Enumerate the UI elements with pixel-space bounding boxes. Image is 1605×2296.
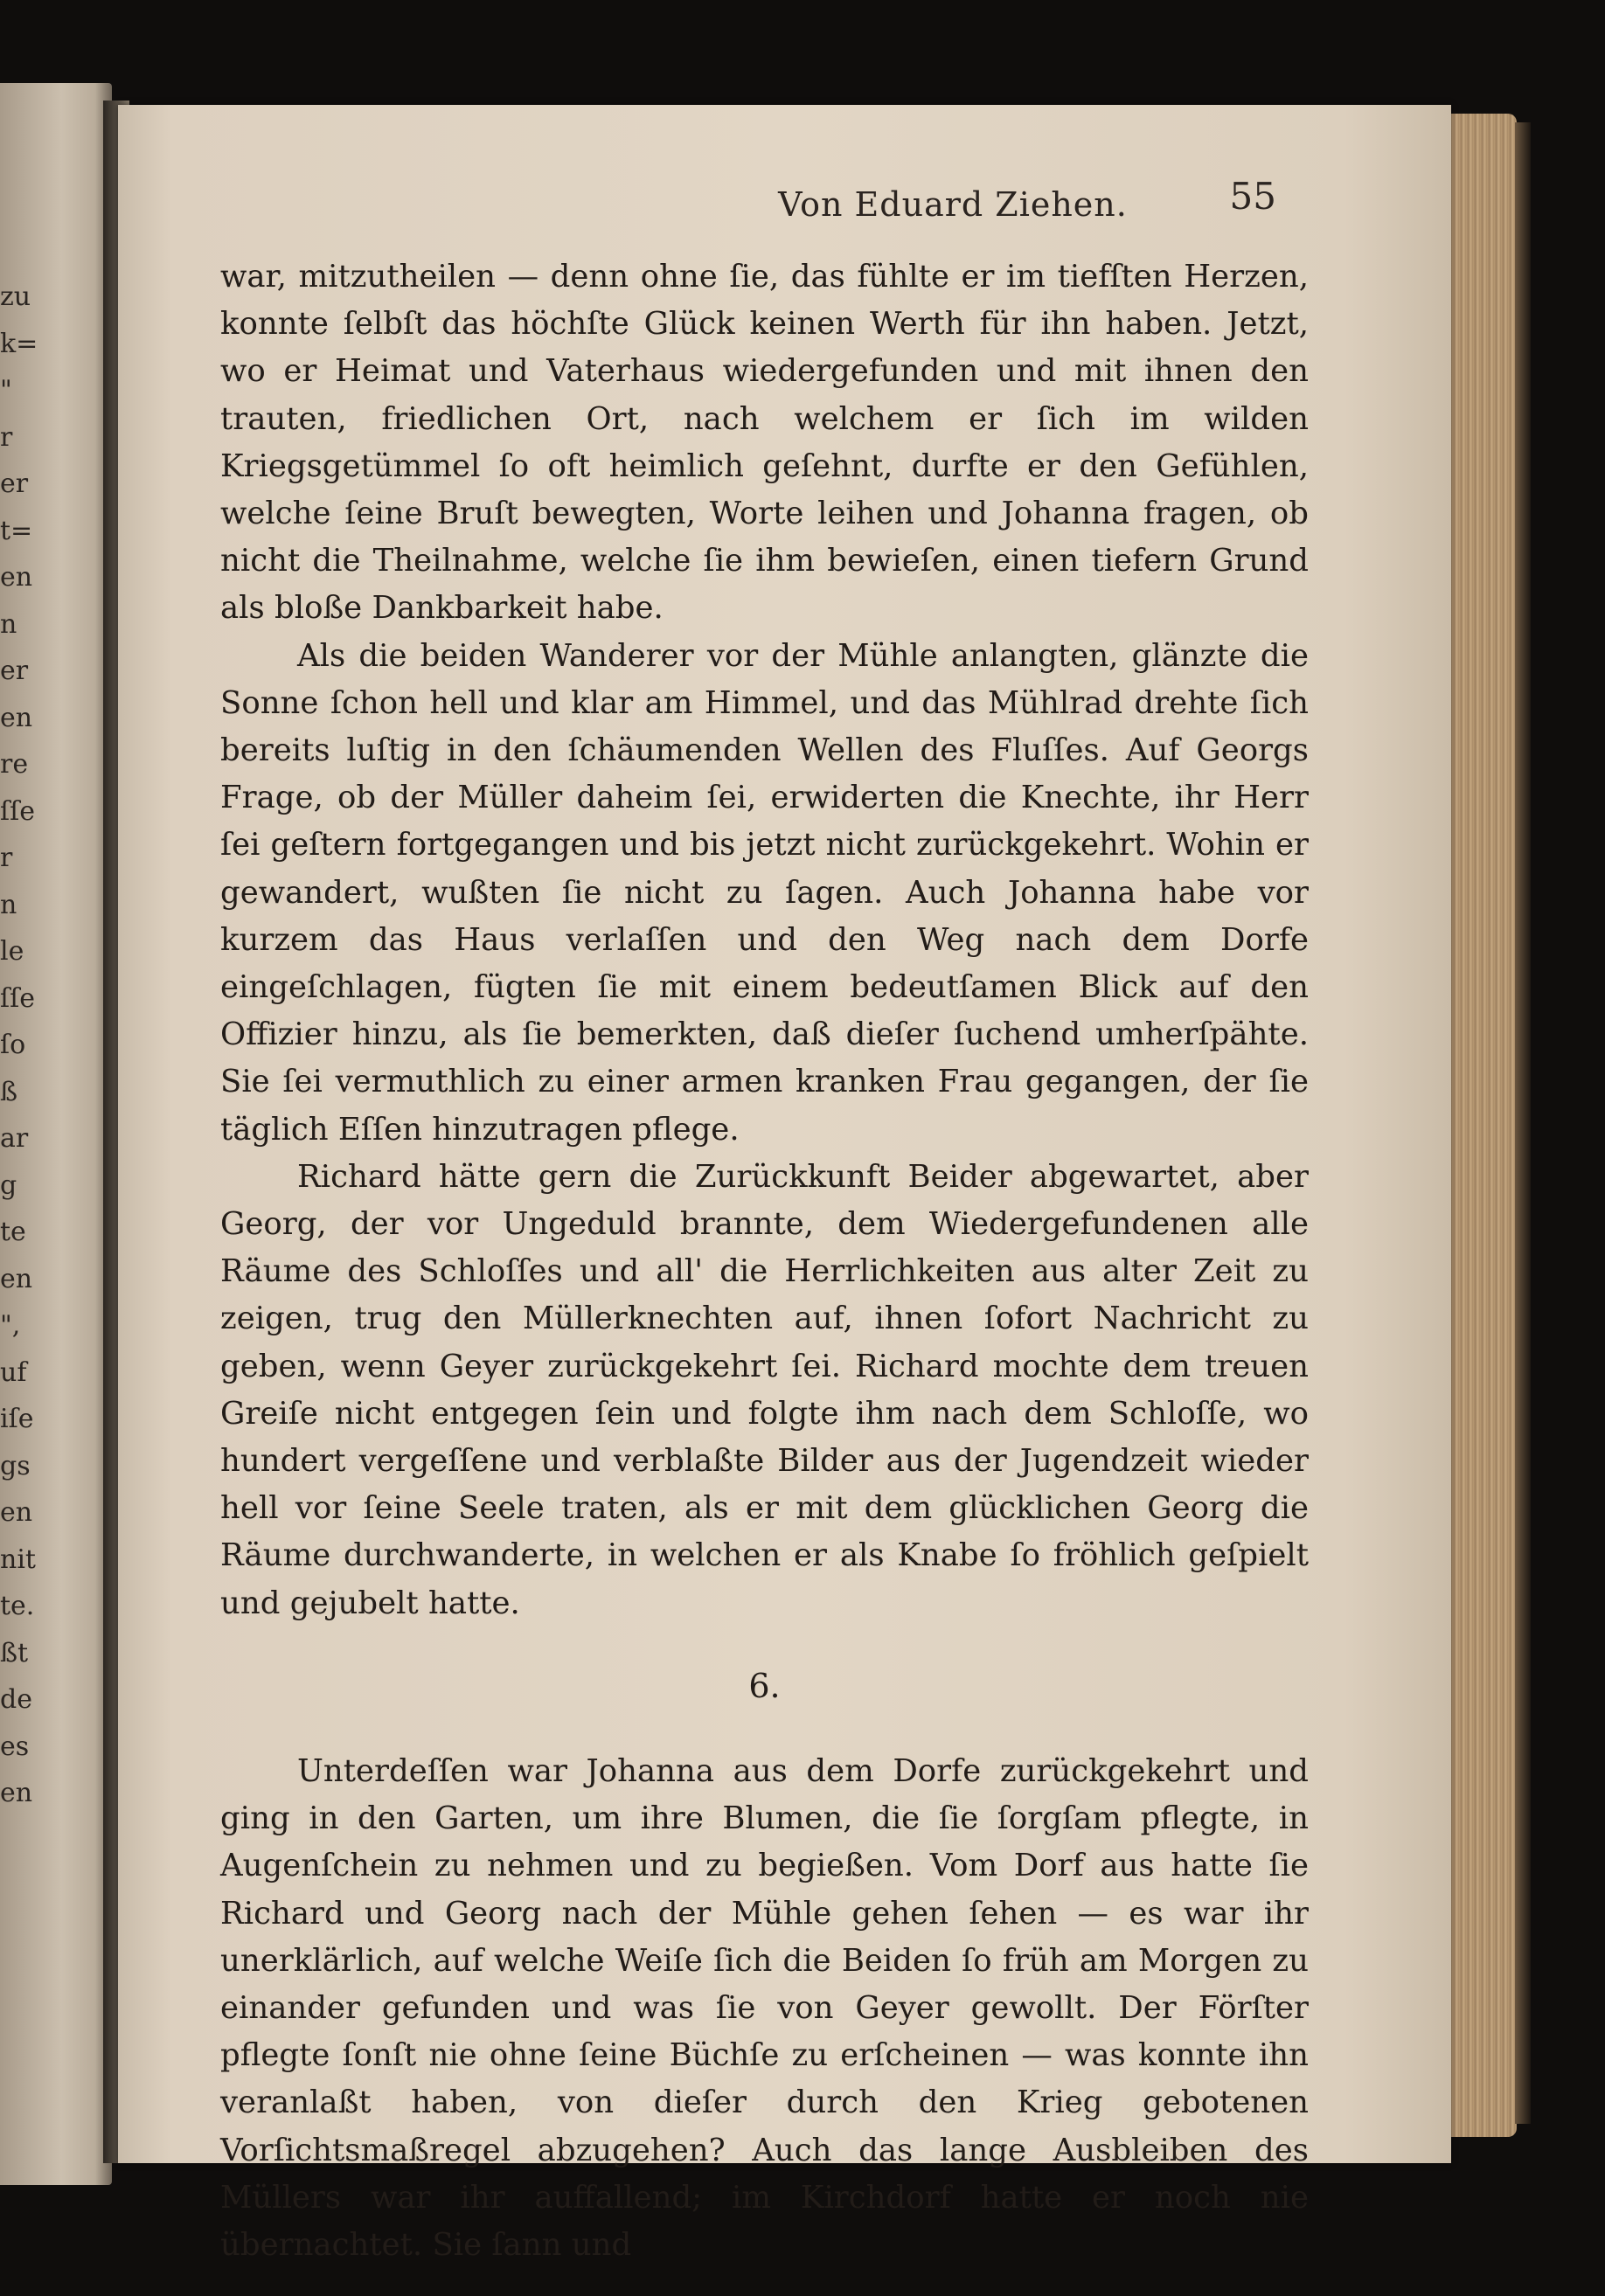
paragraph: Richard hätte gern die Zurückkunft Beider abgewartet, aber Georg, der vor Ungeduld brannte, dem Wiedergefundenen alle Räume des Schloſſes und all' die Herrlichkeiten aus alter Zeit zu zeigen, trug den Müllerknechten auf, ihnen ſofort Nachricht zu geben, wenn Geyer zurückgekehrt ſei. Richard mochte dem treuen Greiſe nicht entgegen ſein und folgte ihm nach dem Schloſſe, wo hundert vergeſſene und verblaßte Bilder aus der Jugendzeit wieder hell vor ſeine Seele traten, als er mit dem glücklichen Georg die Räume durchwanderte, in welchen er als Knabe ſo fröhlich geſpielt und gejubelt hatte. bbox=[220, 1158, 1309, 1621]
paragraph: war, mitzutheilen — denn ohne ſie, das fühlte er im tiefſten Herzen, konnte ſelbſt das höchſte Glück keinen Werth für ihn haben. Jetzt, wo er Heimat und Vaterhaus wiedergefunden und mit ihnen den trauten, friedlichen Ort, nach welchem er ſich im wilden Kriegsgetümmel ſo oft heimlich geſehnt, durfte er den Gefühlen, welche ſeine Bruſt bewegten, Worte leihen und Johanna fragen, ob nicht die Theilnahme, welche ſie ihm bewieſen, einen tiefern Grund als bloße Dankbarkeit habe. bbox=[220, 259, 1309, 627]
previous-page-fragment: ar bbox=[0, 1123, 29, 1154]
previous-page-fragment: er bbox=[0, 656, 29, 686]
section-number: 6. bbox=[748, 1666, 781, 1705]
previous-page-fragment: ", bbox=[0, 1310, 21, 1341]
body-text bbox=[220, 253, 1309, 2269]
previous-page-fragment: zu bbox=[0, 281, 31, 312]
previous-page-fragment: n bbox=[0, 889, 17, 920]
previous-page-edge bbox=[0, 83, 112, 2185]
previous-page-fragment: ßt bbox=[0, 1637, 29, 1668]
previous-page-fragment: ſſe bbox=[0, 795, 35, 827]
book-page bbox=[118, 105, 1451, 2263]
previous-page-fragment: ſſe bbox=[0, 982, 35, 1014]
previous-page-fragment: te bbox=[0, 1217, 26, 1247]
page-number: 55 bbox=[1229, 175, 1276, 218]
previous-page-fragment: es bbox=[0, 1731, 30, 1762]
previous-page-fragment: en bbox=[0, 1778, 33, 1808]
previous-page-fragment: en bbox=[0, 562, 33, 593]
running-head: Von Eduard Ziehen. bbox=[778, 185, 1128, 224]
previous-page-fragment: en bbox=[0, 1497, 33, 1528]
previous-page-fragment: n bbox=[0, 608, 17, 640]
paragraph: Als die beiden Wanderer vor der Mühle anlangten, glänzte die Sonne ſchon hell und klar am Himmel, und das Mühlrad drehte ſich bereits luſtig in den ſchäumenden Wellen des Fluſſes. Auf Georgs Frage, ob der Müller daheim ſei, erwiderten die Knechte, ihr Herr ſei geſtern fortgegangen und bis jetzt nicht zurückgekehrt. Wohin er gewandert, wußten ſie nicht zu ſagen. Auch Johanna habe vor kurzem das Haus verlaſſen und den Weg nach dem Dorfe eingeſchlagen, fügten ſie mit einem bedeutſamen Blick auf den Offizier hinzu, als ſie bemerkten, daß dieſer ſuchend umherſpähte. Sie ſei vermuthlich zu einer armen kranken Frau gegangen, der ſie täglich Eſſen hinzutragen pflege. bbox=[220, 637, 1309, 1148]
previous-page-fragment: g bbox=[0, 1169, 17, 1201]
paragraph: Unterdeſſen war Johanna aus dem Dorfe zurückgekehrt und ging in den Garten, um ihre Blumen, die ſie ſorgſam pflegte, in Augenſchein zu nehmen und zu begießen. Vom Dorf aus hatte ſie Richard und Georg nach der Mühle gehen ſehen — es war ihr unerklärlich, auf welche Weiſe ſich die Beiden ſo früh am Morgen zu einander gefunden und was ſie von Geyer gewollt. Der Förſter pflegte ſonſt nie ohne ſeine Büchſe zu erſcheinen — was konnte ihn veranlaßt haben, von dieſer durch den Krieg gebotenen Vorſichtsmaßregel abzugehen? Auch das lange Ausbleiben des Müllers war ihr auffallend; im Kirchdorf hatte er noch nie übernachtet. Sie ſann und bbox=[220, 1752, 1309, 2263]
previous-page-fragment: gs bbox=[0, 1450, 31, 1481]
previous-page-fragment: en bbox=[0, 1263, 33, 1294]
previous-page-text-fragments bbox=[0, 83, 52, 2185]
previous-page-fragment: te. bbox=[0, 1591, 35, 1621]
previous-page-fragment: uf bbox=[0, 1356, 27, 1388]
previous-page-fragment: iſe bbox=[0, 1404, 34, 1434]
previous-page-fragment: r bbox=[0, 843, 13, 873]
previous-page-fragment: en bbox=[0, 702, 33, 733]
previous-page-fragment: k= bbox=[0, 328, 38, 359]
previous-page-fragment: re bbox=[0, 749, 29, 780]
previous-page-fragment: ß bbox=[0, 1076, 18, 1107]
previous-page-fragment: t= bbox=[0, 515, 33, 546]
previous-page-fragment: le bbox=[0, 936, 24, 967]
previous-page-fragment: er bbox=[0, 468, 29, 499]
previous-page-fragment: de bbox=[0, 1684, 32, 1715]
previous-page-fragment: " bbox=[0, 375, 12, 406]
previous-page-fragment: ſo bbox=[0, 1030, 26, 1060]
previous-page-fragment: r bbox=[0, 421, 13, 453]
book-edge-shadow bbox=[1515, 122, 1531, 2124]
previous-page-fragment: nit bbox=[0, 1543, 36, 1575]
